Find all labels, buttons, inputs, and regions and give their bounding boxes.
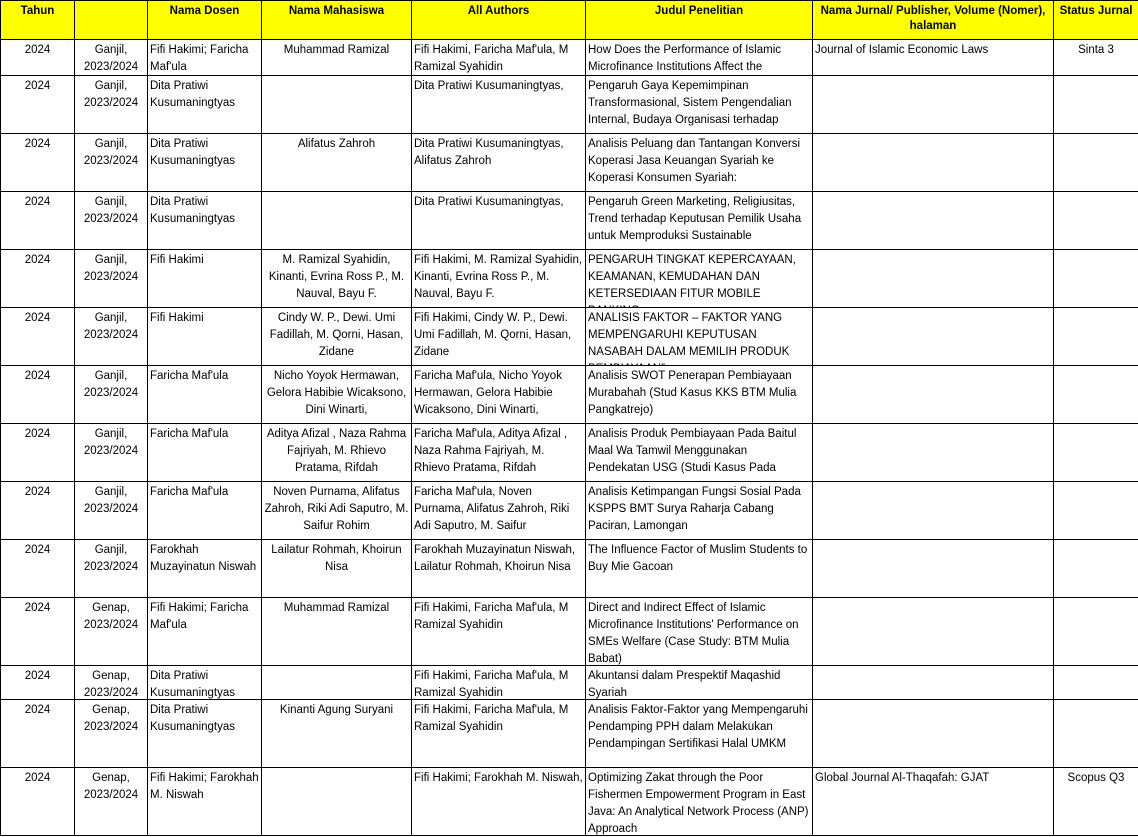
cell-nama-jurnal[interactable] — [813, 134, 1054, 192]
cell-status-jurnal[interactable] — [1054, 598, 1138, 666]
cell-nama-mahasiswa[interactable] — [262, 482, 412, 540]
cell-tahun-text: 2024 — [24, 428, 51, 440]
cell-all-authors-text: Fifi Hakimi; Farokhah M. Niswah, — [414, 772, 583, 784]
cell-judul-penelitian-text: How Does the Performance of Islamic Microfinance Institutions Affect the — [588, 44, 782, 73]
cell-all-authors[interactable] — [412, 768, 586, 836]
cell-tahun[interactable] — [1, 366, 75, 424]
cell-nama-mahasiswa[interactable] — [262, 134, 412, 192]
cell-status-jurnal[interactable] — [1054, 666, 1138, 700]
header-judul-penelitian[interactable]: Judul Penelitian — [586, 1, 813, 40]
cell-status-jurnal[interactable] — [1054, 76, 1138, 134]
cell-all-authors-text: Fifi Hakimi, Cindy W. P., Dewi. Umi Fadillah, M. Qorni, Hasan, Zidane — [414, 312, 572, 358]
cell-judul-penelitian-text: Analisis Faktor-Faktor yang Mempengaruhi Pendamping PPH dalam Melakukan Pendampingan Sertifikasi Halal UMKM — [588, 704, 808, 750]
cell-tahun-text: 2024 — [24, 670, 51, 682]
table-row — [1, 768, 1138, 836]
cell-nama-jurnal[interactable] — [813, 76, 1054, 134]
cell-all-authors-text: Farokhah Muzayinatun Niswah, Lailatur Rohmah, Khoirun Nisa — [414, 544, 576, 573]
cell-judul-penelitian-text: PENGARUH TINGKAT KEPERCAYAAN, KEAMANAN, KEMUDAHAN DAN KETERSEDIAAN FITUR MOBILE — [588, 254, 796, 300]
cell-all-authors-text: Faricha Maf'ula, Noven Purnama, Alifatus Zahroh, Riki Adi Saputro, M. Saifur — [414, 486, 570, 532]
cell-nama-dosen[interactable] — [148, 424, 262, 482]
cell-nama-mahasiswa-text: Kinanti Agung Suryani — [279, 704, 394, 716]
header-all-authors[interactable]: All Authors — [412, 1, 586, 40]
table-row — [1, 192, 1138, 250]
cell-status-jurnal[interactable] — [1054, 482, 1138, 540]
cell-all-authors[interactable] — [412, 308, 586, 366]
cell-tahun-text: 2024 — [24, 544, 51, 556]
cell-all-authors[interactable] — [412, 424, 586, 482]
cell-all-authors-text: Fifi Hakimi, Faricha Maf'ula, M Ramizal Syahidin — [414, 670, 569, 699]
cell-nama-dosen-text: Fifi Hakimi; Faricha Maf'ula — [150, 602, 249, 631]
cell-nama-dosen-text: Dita Pratiwi Kusumaningtyas — [150, 138, 236, 167]
cell-judul-penelitian[interactable] — [586, 424, 813, 482]
cell-nama-dosen-text: Fifi Hakimi — [150, 254, 204, 266]
cell-judul-penelitian[interactable] — [586, 768, 813, 836]
cell-all-authors-text: Dita Pratiwi Kusumaningtyas, Alifatus Zahroh — [414, 138, 564, 167]
table-row — [1, 540, 1138, 598]
table-row — [1, 40, 1138, 76]
cell-nama-dosen[interactable] — [148, 700, 262, 768]
cell-status-jurnal[interactable] — [1054, 768, 1138, 836]
cell-nama-jurnal[interactable] — [813, 366, 1054, 424]
cell-nama-mahasiswa[interactable] — [262, 76, 412, 134]
cell-nama-jurnal[interactable] — [813, 666, 1054, 700]
cell-judul-penelitian[interactable] — [586, 192, 813, 250]
cell-judul-penelitian[interactable] — [586, 366, 813, 424]
cell-nama-mahasiswa[interactable] — [262, 250, 412, 308]
cell-semester-text: Ganjil, 2023/2024 — [83, 138, 139, 167]
cell-tahun-text: 2024 — [24, 704, 51, 716]
header-status-jurnal[interactable]: Status Jurnal — [1054, 1, 1138, 40]
cell-nama-mahasiswa-text: Alifatus Zahroh — [297, 138, 376, 150]
cell-semester-text: Ganjil, 2023/2024 — [83, 428, 139, 457]
cell-judul-penelitian[interactable] — [586, 482, 813, 540]
cell-tahun[interactable] — [1, 308, 75, 366]
cell-all-authors[interactable] — [412, 540, 586, 598]
cell-nama-jurnal[interactable] — [813, 540, 1054, 598]
cell-judul-penelitian[interactable] — [586, 598, 813, 666]
cell-nama-mahasiswa-text: Nicho Yoyok Hermawan, Gelora Habibie Wicaksono, Dini Winarti, — [266, 370, 407, 416]
cell-all-authors-text: Fifi Hakimi, Faricha Maf'ula, M Ramizal Syahidin — [414, 44, 569, 73]
cell-semester[interactable] — [75, 250, 148, 308]
cell-nama-jurnal[interactable] — [813, 598, 1054, 666]
cell-status-jurnal[interactable] — [1054, 366, 1138, 424]
cell-judul-penelitian-text: Akuntansi dalam Prespektif Maqashid Syariah — [588, 670, 781, 699]
cell-semester[interactable] — [75, 598, 148, 666]
cell-tahun-text: 2024 — [24, 772, 51, 784]
cell-nama-dosen[interactable] — [148, 540, 262, 598]
cell-nama-jurnal-text: Global Journal Al-Thaqafah: GJAT — [815, 772, 990, 784]
cell-nama-mahasiswa[interactable] — [262, 666, 412, 700]
cell-nama-mahasiswa[interactable] — [262, 308, 412, 366]
cell-judul-penelitian[interactable] — [586, 700, 813, 768]
cell-judul-penelitian-text: Analisis Peluang dan Tantangan Konversi Koperasi Jasa Keuangan Syariah ke Koperasi Konsumen Syariah: — [588, 138, 801, 184]
cell-semester[interactable] — [75, 700, 148, 768]
cell-semester-text: Ganjil, 2023/2024 — [83, 486, 139, 515]
cell-nama-dosen[interactable] — [148, 76, 262, 134]
cell-nama-jurnal[interactable] — [813, 424, 1054, 482]
cell-nama-dosen-text: Dita Pratiwi Kusumaningtyas — [150, 704, 236, 733]
cell-nama-dosen-text: Dita Pratiwi Kusumaningtyas — [150, 80, 236, 109]
cell-tahun-text: 2024 — [24, 486, 51, 498]
cell-nama-dosen[interactable] — [148, 366, 262, 424]
table-row — [1, 424, 1138, 482]
cell-semester[interactable] — [75, 666, 148, 700]
cell-semester-text: Ganjil, 2023/2024 — [83, 44, 139, 73]
cell-nama-dosen[interactable] — [148, 598, 262, 666]
cell-nama-dosen[interactable] — [148, 134, 262, 192]
header-row — [1, 1, 1138, 40]
cell-status-jurnal-text: Scopus Q3 — [1067, 772, 1125, 784]
cell-tahun[interactable] — [1, 666, 75, 700]
cell-tahun[interactable] — [1, 40, 75, 76]
cell-nama-dosen-text: Farokhah Muzayinatun Niswah — [150, 544, 257, 573]
cell-semester[interactable] — [75, 424, 148, 482]
cell-all-authors[interactable] — [412, 192, 586, 250]
cell-nama-mahasiswa-text: Aditya Afizal , Naza Rahma Fajriyah, M. Rhievo Pratama, Rifdah — [266, 428, 407, 474]
cell-judul-penelitian[interactable] — [586, 250, 813, 308]
cell-semester[interactable] — [75, 768, 148, 836]
table-row — [1, 76, 1138, 134]
cell-nama-dosen[interactable] — [148, 482, 262, 540]
cell-all-authors[interactable] — [412, 366, 586, 424]
cell-semester-text: Ganjil, 2023/2024 — [83, 370, 139, 399]
cell-nama-jurnal-text: Journal of Islamic Economic Laws — [815, 44, 989, 56]
cell-tahun[interactable] — [1, 192, 75, 250]
cell-status-jurnal[interactable] — [1054, 308, 1138, 366]
cell-semester[interactable] — [75, 134, 148, 192]
cell-nama-mahasiswa[interactable] — [262, 540, 412, 598]
cell-semester[interactable] — [75, 76, 148, 134]
cell-nama-mahasiswa-text: Cindy W. P., Dewi. Umi Fadillah, M. Qorni, Hasan, Zidane — [269, 312, 404, 358]
cell-judul-penelitian-text: Direct and Indirect Effect of Islamic Microfinance Institutions' Performance on SMEs Welfare (Case Study: BTM Mulia Babat) — [588, 602, 799, 665]
cell-all-authors[interactable] — [412, 76, 586, 134]
header-nama-jurnal[interactable]: Nama Jurnal/ Publisher, Volume (Nomer), halaman — [813, 1, 1054, 40]
cell-judul-penelitian[interactable] — [586, 540, 813, 598]
cell-tahun[interactable] — [1, 482, 75, 540]
cell-judul-penelitian[interactable] — [586, 40, 813, 76]
cell-nama-mahasiswa[interactable] — [262, 192, 412, 250]
header-nama-dosen[interactable]: Nama Dosen — [148, 1, 262, 40]
cell-all-authors[interactable] — [412, 250, 586, 308]
cell-semester-text: Ganjil, 2023/2024 — [83, 544, 139, 573]
cell-status-jurnal[interactable] — [1054, 250, 1138, 308]
cell-status-jurnal[interactable] — [1054, 540, 1138, 598]
header-tahun[interactable]: Tahun — [1, 1, 75, 40]
cell-nama-dosen-text: Faricha Maf'ula — [150, 370, 229, 382]
cell-nama-dosen[interactable] — [148, 192, 262, 250]
table-row — [1, 366, 1138, 424]
cell-nama-dosen[interactable] — [148, 250, 262, 308]
header-nama-mahasiswa[interactable]: Nama Mahasiswa — [262, 1, 412, 40]
cell-nama-mahasiswa[interactable] — [262, 700, 412, 768]
cell-semester[interactable] — [75, 308, 148, 366]
cell-tahun[interactable] — [1, 250, 75, 308]
cell-nama-mahasiswa-text: Muhammad Ramizal — [283, 602, 390, 614]
cell-status-jurnal[interactable] — [1054, 134, 1138, 192]
cell-nama-dosen[interactable] — [148, 666, 262, 700]
table-row — [1, 134, 1138, 192]
cell-nama-dosen-text: Fifi Hakimi; Farokhah M. Niswah — [150, 772, 259, 801]
cell-judul-penelitian-text: Analisis Ketimpangan Fungsi Sosial Pada KSPPS BMT Surya Raharja Cabang Paciran, Lamongan — [588, 486, 801, 532]
cell-semester-text: Ganjil, 2023/2024 — [83, 312, 139, 341]
cell-judul-penelitian[interactable] — [586, 666, 813, 700]
cell-tahun[interactable] — [1, 134, 75, 192]
cell-all-authors-text: Fifi Hakimi, Faricha Maf'ula, M Ramizal Syahidin — [414, 704, 569, 733]
cell-tahun-text: 2024 — [24, 44, 51, 56]
cell-nama-dosen-text: Fifi Hakimi; Faricha Maf'ula — [150, 44, 249, 73]
cell-semester-text: Ganjil, 2023/2024 — [83, 196, 139, 225]
cell-tahun[interactable] — [1, 700, 75, 768]
cell-judul-penelitian-text: Pengaruh Gaya Kepemimpinan Transformasional, Sistem Pengendalian Internal, Budaya Organisasi terhadap — [588, 80, 792, 126]
cell-tahun[interactable] — [1, 424, 75, 482]
cell-nama-mahasiswa-text: Lailatur Rohmah, Khoirun Nisa — [271, 544, 402, 573]
cell-judul-penelitian-text: The Influence Factor of Muslim Students to Buy Mie Gacoan — [588, 544, 808, 573]
cell-status-jurnal[interactable] — [1054, 192, 1138, 250]
cell-nama-mahasiswa[interactable] — [262, 768, 412, 836]
cell-nama-jurnal[interactable] — [813, 192, 1054, 250]
cell-nama-dosen-text: Fifi Hakimi — [150, 312, 204, 324]
cell-nama-jurnal[interactable] — [813, 768, 1054, 836]
cell-status-jurnal[interactable] — [1054, 40, 1138, 76]
table-row — [1, 308, 1138, 366]
cell-tahun-text: 2024 — [24, 602, 51, 614]
cell-nama-mahasiswa-text: M. Ramizal Syahidin, Kinanti, Evrina Ross P., M. Nauval, Bayu F. — [268, 254, 405, 300]
cell-tahun[interactable] — [1, 540, 75, 598]
cell-status-jurnal[interactable] — [1054, 700, 1138, 768]
cell-all-authors-text: Faricha Maf'ula, Aditya Afizal , Naza Rahma Fajriyah, M. Rhievo Pratama, Rifdah — [414, 428, 568, 474]
cell-tahun-text: 2024 — [24, 254, 51, 266]
cell-nama-mahasiswa[interactable] — [262, 366, 412, 424]
cell-all-authors[interactable] — [412, 134, 586, 192]
cell-judul-penelitian-text: Analisis SWOT Penerapan Pembiayaan Murabahah (Stud Kasus KKS BTM Mulia Pangkatrejo) — [588, 370, 797, 416]
cell-all-authors-text: Faricha Maf'ula, Nicho Yoyok Hermawan, Gelora Habibie Wicaksono, Dini Winarti, — [414, 370, 562, 416]
cell-nama-mahasiswa[interactable] — [262, 40, 412, 76]
cell-tahun-text: 2024 — [24, 80, 51, 92]
cell-semester-text: Genap, 2023/2024 — [83, 602, 139, 631]
cell-all-authors-text: Fifi Hakimi, Faricha Maf'ula, M Ramizal Syahidin — [414, 602, 569, 631]
cell-judul-penelitian-text: Pengaruh Green Marketing, Religiusitas, Trend terhadap Keputusan Pemilik Usaha untuk Memproduksi Sustainable — [588, 196, 802, 242]
cell-nama-dosen-text: Dita Pratiwi Kusumaningtyas — [150, 670, 236, 699]
header-semester[interactable] — [75, 1, 148, 40]
cell-all-authors-text: Fifi Hakimi, M. Ramizal Syahidin, Kinanti, Evrina Ross P., M. Nauval, Bayu F. — [414, 254, 583, 300]
cell-nama-mahasiswa[interactable] — [262, 598, 412, 666]
cell-nama-dosen[interactable] — [148, 40, 262, 76]
table-row — [1, 598, 1138, 666]
cell-nama-jurnal[interactable] — [813, 40, 1054, 76]
cell-judul-penelitian-text: Analisis Produk Pembiayaan Pada Baitul Maal Wa Tamwil Menggunakan Pendekatan USG (Studi Kasus Pada — [588, 428, 797, 474]
cell-nama-dosen-text: Faricha Maf'ula — [150, 486, 229, 498]
cell-nama-dosen[interactable] — [148, 768, 262, 836]
cell-tahun-text: 2024 — [24, 370, 51, 382]
cell-semester-text: Ganjil, 2023/2024 — [83, 254, 139, 283]
cell-tahun[interactable] — [1, 76, 75, 134]
cell-tahun-text: 2024 — [24, 138, 51, 150]
cell-nama-jurnal[interactable] — [813, 700, 1054, 768]
cell-semester-text: Genap, 2023/2024 — [83, 704, 139, 733]
cell-judul-penelitian[interactable] — [586, 308, 813, 366]
cell-tahun[interactable] — [1, 598, 75, 666]
cell-semester[interactable] — [75, 40, 148, 76]
cell-semester-text: Genap, 2023/2024 — [83, 772, 139, 801]
cell-nama-mahasiswa-text: Muhammad Ramizal — [283, 44, 390, 56]
cell-judul-penelitian[interactable] — [586, 134, 813, 192]
cell-nama-mahasiswa[interactable] — [262, 424, 412, 482]
cell-nama-jurnal[interactable] — [813, 482, 1054, 540]
cell-semester-text: Ganjil, 2023/2024 — [83, 80, 139, 109]
cell-all-authors[interactable] — [412, 700, 586, 768]
cell-tahun-text: 2024 — [24, 312, 51, 324]
cell-semester[interactable] — [75, 192, 148, 250]
cell-nama-dosen[interactable] — [148, 308, 262, 366]
cell-semester[interactable] — [75, 540, 148, 598]
cell-all-authors[interactable] — [412, 40, 586, 76]
cell-all-authors[interactable] — [412, 482, 586, 540]
cell-tahun-text: 2024 — [24, 196, 51, 208]
cell-semester[interactable] — [75, 482, 148, 540]
table-row — [1, 666, 1138, 700]
cell-semester-text: Genap, 2023/2024 — [83, 670, 139, 699]
cell-all-authors[interactable] — [412, 666, 586, 700]
cell-nama-jurnal[interactable] — [813, 250, 1054, 308]
table-row — [1, 700, 1138, 768]
table-row — [1, 250, 1138, 308]
cell-status-jurnal-text: Sinta 3 — [1078, 44, 1114, 56]
cell-judul-penelitian-text: ANALISIS FAKTOR – FAKTOR YANG MEMPENGARUHI KEPUTUSAN NASABAH DALAM MEMILIH PRODUK — [588, 312, 790, 358]
cell-nama-jurnal[interactable] — [813, 308, 1054, 366]
cell-all-authors-text: Dita Pratiwi Kusumaningtyas, — [414, 196, 564, 208]
cell-nama-dosen-text: Dita Pratiwi Kusumaningtyas — [150, 196, 236, 225]
cell-judul-penelitian[interactable] — [586, 76, 813, 134]
cell-nama-dosen-text: Faricha Maf'ula — [150, 428, 229, 440]
cell-all-authors-text: Dita Pratiwi Kusumaningtyas, — [414, 80, 564, 92]
cell-nama-mahasiswa-text: Noven Purnama, Alifatus Zahroh, Riki Adi Saputro, M. Saifur Rohim — [264, 486, 409, 532]
cell-tahun[interactable] — [1, 768, 75, 836]
cell-judul-penelitian-text: Optimizing Zakat through the Poor Fishermen Empowerment Program in East Java: An Analytical Network Process (ANP) Approach — [588, 772, 809, 835]
table-row — [1, 482, 1138, 540]
cell-semester[interactable] — [75, 366, 148, 424]
cell-all-authors[interactable] — [412, 598, 586, 666]
cell-status-jurnal[interactable] — [1054, 424, 1138, 482]
